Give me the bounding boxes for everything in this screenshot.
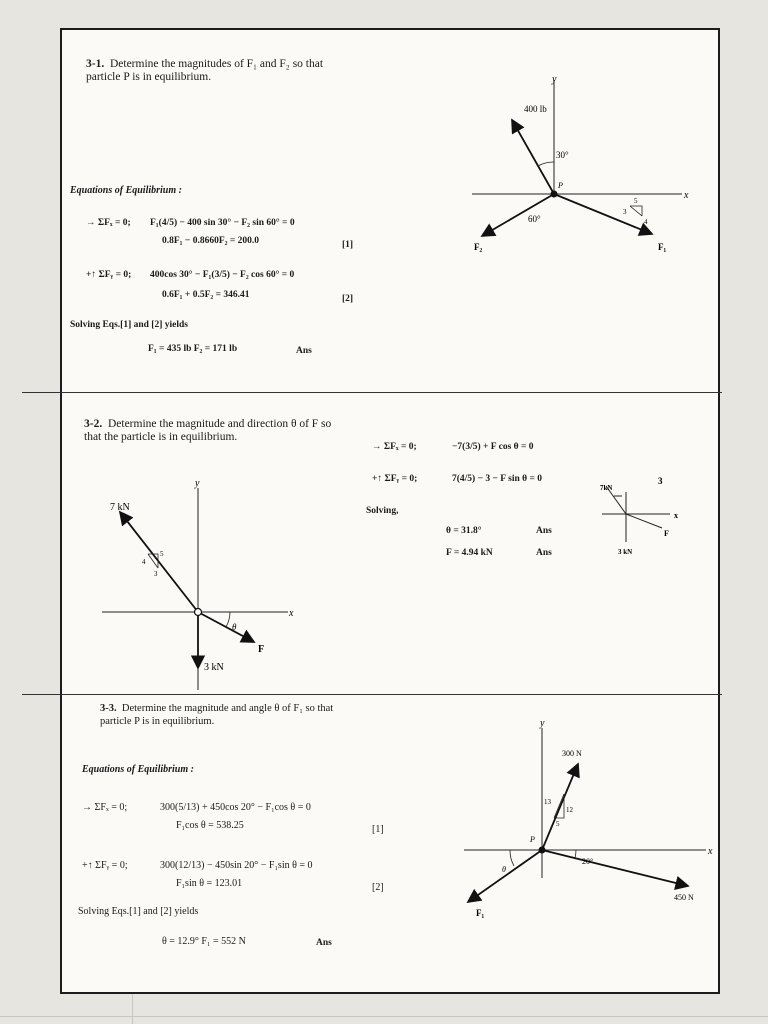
theta-label: θ [232,622,237,632]
answer-values: F₁ = 435 lb F₂ = 171 lb [148,344,238,354]
ans-label-theta: Ans [536,526,552,536]
solving-text: Solving Eqs.[1] and [2] yields [70,320,188,330]
equation-x: F₁(4/5) − 400 sin 30° − F₂ sin 60° = 0 [150,218,295,228]
sketch-f: F [664,529,669,538]
f1-label: F₁ [476,908,485,918]
sketch-7kn: 7kN [600,484,613,492]
sketch-x: x [674,511,678,520]
f1-label: F₁ [658,242,667,252]
force-diagram-3-3 [458,708,718,918]
f2-label: F₂ [474,242,483,252]
angle-20-label: 20° [582,857,594,866]
equation-y: 300(12/13) − 450sin 20° − F₁sin θ = 0 [160,860,313,871]
sum-fy-label: +↑ ΣFᵧ = 0; [372,474,418,484]
equation-tag-2: [2] [372,882,384,893]
force-7kn-arrow [120,512,198,612]
force-300n-label: 300 N [562,749,582,758]
triangle-13: 13 [544,798,551,806]
force-450n-label: 450 N [674,893,694,902]
sum-fy-label: +↑ ΣFᵧ = 0; [86,270,132,280]
force-f2-arrow [482,194,554,236]
problem-3-1-statement: 3-1. Determine the magnitudes of F₁ and F₂ so that particle P is in equilibrium. [86,58,324,83]
problem-3-2 [62,392,718,694]
triangle-5: 5 [556,820,560,828]
triangle-4: 4 [644,218,648,226]
equation-tag-1: [1] [342,240,354,250]
triangle-12: 12 [566,806,573,814]
triangle-5: 5 [160,550,164,558]
equation-x: 300(5/13) + 450cos 20° − F₁cos θ = 0 [160,802,311,813]
equation-tag-2: [2] [342,294,354,304]
answer-values: θ = 12.9° F₁ = 552 N [162,936,246,947]
equation-y: 400cos 30° − F₁(3/5) − F₂ cos 60° = 0 [150,270,295,280]
equation-x-simplified: F₁cos θ = 538.25 [176,820,244,831]
equation-y-simplified: F₁sin θ = 123.01 [176,878,243,889]
point-p-label: P [558,181,563,190]
triangle-3: 3 [154,570,158,578]
force-f1-arrow [468,850,542,902]
equation-x: −7(3/5) + F cos θ = 0 [452,442,534,452]
theta-label: θ [502,865,506,874]
x-axis-label: x [289,608,294,619]
force-diagram-3-1 [432,70,718,266]
problem-3-1 [62,30,718,392]
sum-fx-label: → ΣFₓ = 0; [372,442,417,452]
x-axis-label: x [708,846,713,857]
problem-3-3 [62,694,718,994]
sum-fx-label: → ΣFₓ = 0; [82,802,128,813]
ans-label: Ans [296,346,312,356]
ans-label: Ans [316,938,332,948]
f-answer: F = 4.94 kN [446,548,493,558]
equation-tag-1: [1] [372,824,384,835]
sketch-3kn: 3 kN [618,548,633,556]
triangle-4: 4 [142,558,146,566]
sketch-3: 3 [658,476,663,486]
force-diagram-3-2 [82,472,322,692]
sum-fx-label: → ΣFₓ = 0; [86,218,131,228]
equation-x-simplified: 0.8F₁ − 0.8660F₂ = 200.0 [162,236,260,246]
equation-y: 7(4/5) − 3 − F sin θ = 0 [452,474,542,484]
solution-sheet [60,28,720,994]
force-400lb-label: 400 lb [524,104,547,114]
particle [195,609,202,616]
sum-fy-label: +↑ ΣFᵧ = 0; [82,860,128,871]
angle-60-label: 60° [528,214,541,224]
triangle-3: 3 [623,208,627,216]
particle-p [539,847,546,854]
force-f-label: F [258,644,265,655]
triangle-5: 5 [634,197,638,205]
solving-text: Solving, [366,506,399,516]
force-7kn-label: 7 kN [110,502,130,513]
ans-label-f: Ans [536,548,552,558]
equilibrium-heading: Equations of Equilibrium : [82,764,194,775]
particle-p [551,191,558,198]
equation-y-simplified: 0.6F₁ + 0.5F₂ = 346.41 [162,290,250,300]
force-400lb-arrow [512,120,554,194]
y-axis-label: y [552,74,557,85]
theta-answer: θ = 31.8° [446,526,482,536]
force-450n-arrow [542,850,688,886]
handwritten-sketch [592,472,712,568]
solving-text: Solving Eqs.[1] and [2] yields [78,906,199,917]
equilibrium-heading: Equations of Equilibrium : [70,185,182,196]
point-p-label: P [530,835,535,844]
x-axis-label: x [684,190,689,201]
problem-3-3-statement: 3-3. Determine the magnitude and angle θ of F₁ so that particle P is in equilibrium. [100,703,334,727]
problem-3-2-statement: 3-2. Determine the magnitude and direction θ of F so that the particle is in equilibrium. [84,418,332,443]
angle-30-label: 30° [556,150,569,160]
y-axis-label: y [195,478,200,489]
force-3kn-label: 3 kN [204,662,224,673]
y-axis-label: y [540,718,545,729]
